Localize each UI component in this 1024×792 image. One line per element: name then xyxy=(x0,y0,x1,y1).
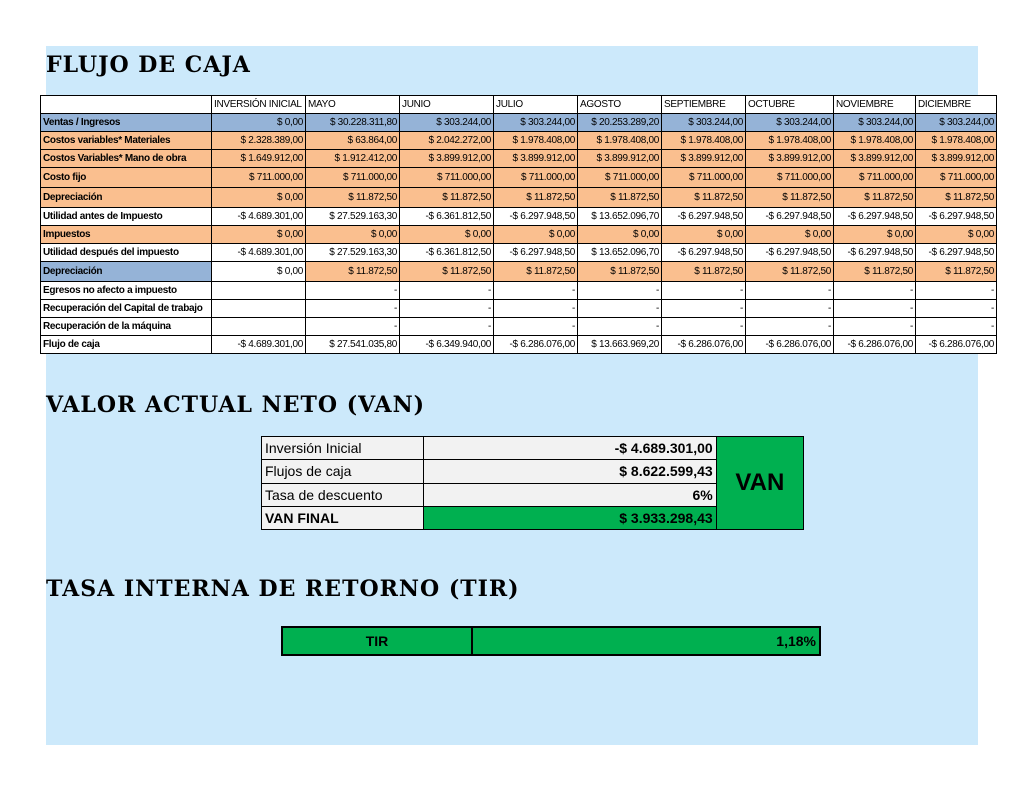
cell-value: -$ 6.349.940,00 xyxy=(400,336,494,354)
cell-value: $ 303.244,00 xyxy=(400,114,494,132)
cell-value: -$ 6.286.076,00 xyxy=(916,336,997,354)
cell-value: -$ 6.297.948,50 xyxy=(834,244,916,262)
cell-value: - xyxy=(746,282,834,300)
cell-value: -$ 6.297.948,50 xyxy=(662,208,746,226)
cell-value: $ 711.000,00 xyxy=(916,168,997,188)
cell-value: $ 0,00 xyxy=(400,226,494,244)
cell-value: $ 711.000,00 xyxy=(306,168,400,188)
row-label: Egresos no afecto a impuesto xyxy=(41,282,212,300)
cell-value: $ 11.872,50 xyxy=(662,188,746,208)
cell-value: - xyxy=(494,282,578,300)
cell-value: $ 303.244,00 xyxy=(746,114,834,132)
cell-value: $ 11.872,50 xyxy=(662,262,746,282)
tir-row xyxy=(282,627,820,655)
cell-value: - xyxy=(834,282,916,300)
row-label: Recuperación del Capital de trabajo xyxy=(41,300,212,318)
cell-value: $ 0,00 xyxy=(834,226,916,244)
cell-value xyxy=(212,318,306,336)
cell-value: - xyxy=(306,282,400,300)
row-costo-fijo xyxy=(41,168,997,188)
cell-value: -$ 6.297.948,50 xyxy=(494,244,578,262)
cell-value: $ 13.652.096,70 xyxy=(578,244,662,262)
cell-value: - xyxy=(916,282,997,300)
cell-value: - xyxy=(746,318,834,336)
cell-value: $ 27.529.163,30 xyxy=(306,208,400,226)
cell-value: $ 1.978.408,00 xyxy=(662,132,746,150)
cell-value: $ 1.978.408,00 xyxy=(834,132,916,150)
header-cell-mayo: MAYO xyxy=(306,96,400,114)
cell-value: -$ 6.297.948,50 xyxy=(916,208,997,226)
cell-value: - xyxy=(578,282,662,300)
cell-value: - xyxy=(662,318,746,336)
cell-value: -$ 6.297.948,50 xyxy=(746,208,834,226)
cell-value: - xyxy=(400,300,494,318)
row-label: Ventas / Ingresos xyxy=(41,114,212,132)
cell-value: $ 2.042.272,00 xyxy=(400,132,494,150)
cell-value: $ 711.000,00 xyxy=(212,168,306,188)
cell-value: $ 3.899.912,00 xyxy=(916,150,997,168)
cell-value: $ 711.000,00 xyxy=(400,168,494,188)
cell-value: $ 0,00 xyxy=(494,226,578,244)
cell-value: - xyxy=(400,282,494,300)
cell-value: $ 3.899.912,00 xyxy=(834,150,916,168)
header-cell-inversion: INVERSIÓN INICIAL xyxy=(212,96,306,114)
cell-value: $ 711.000,00 xyxy=(578,168,662,188)
header-cell-diciembre: DICIEMBRE xyxy=(916,96,997,114)
row-label: Utilidad antes de Impuesto xyxy=(41,208,212,226)
cell-value: -$ 4.689.301,00 xyxy=(212,244,306,262)
cell-value: $ 27.529.163,30 xyxy=(306,244,400,262)
row-costos-mano-obra xyxy=(41,150,997,168)
cell-value: $ 303.244,00 xyxy=(662,114,746,132)
cell-value: $ 0,00 xyxy=(916,226,997,244)
row-flujo-caja xyxy=(41,336,997,354)
cell-value: -$ 6.286.076,00 xyxy=(746,336,834,354)
van-label: Inversión Inicial xyxy=(262,437,424,460)
header-cell-agosto: AGOSTO xyxy=(578,96,662,114)
cell-value: $ 63.864,00 xyxy=(306,132,400,150)
cell-value: - xyxy=(306,300,400,318)
cell-value: $ 1.649.912,00 xyxy=(212,150,306,168)
van-badge: VAN xyxy=(716,437,803,530)
cell-value: $ 11.872,50 xyxy=(834,188,916,208)
cell-value: $ 303.244,00 xyxy=(916,114,997,132)
header-cell-junio: JUNIO xyxy=(400,96,494,114)
cell-value: - xyxy=(494,318,578,336)
cell-value: $ 11.872,50 xyxy=(578,262,662,282)
row-utilidad-antes xyxy=(41,208,997,226)
row-label: Flujo de caja xyxy=(41,336,212,354)
row-costos-materiales xyxy=(41,132,997,150)
cell-value: $ 1.978.408,00 xyxy=(578,132,662,150)
cell-value: -$ 6.361.812,50 xyxy=(400,208,494,226)
cell-value: $ 20.253.289,20 xyxy=(578,114,662,132)
cell-value: $ 1.912.412,00 xyxy=(306,150,400,168)
cashflow-header-row xyxy=(41,96,997,114)
cell-value: $ 11.872,50 xyxy=(494,262,578,282)
cell-value: $ 303.244,00 xyxy=(494,114,578,132)
cell-value: $ 1.978.408,00 xyxy=(494,132,578,150)
van-label: Tasa de descuento xyxy=(262,483,424,506)
cell-value: $ 3.899.912,00 xyxy=(494,150,578,168)
cell-value: $ 0,00 xyxy=(746,226,834,244)
cell-value: $ 11.872,50 xyxy=(306,188,400,208)
cashflow-title: FLUJO DE CAJA xyxy=(46,52,251,78)
row-utilidad-despues xyxy=(41,244,997,262)
row-depreciacion-add xyxy=(41,262,997,282)
cell-value: -$ 6.297.948,50 xyxy=(916,244,997,262)
header-cell-septiembre: SEPTIEMBRE xyxy=(662,96,746,114)
cell-value: $ 11.872,50 xyxy=(916,188,997,208)
cell-value: $ 3.899.912,00 xyxy=(578,150,662,168)
cell-value: $ 11.872,50 xyxy=(400,262,494,282)
tir-title: TASA INTERNA DE RETORNO (TIR) xyxy=(46,576,520,602)
cell-value xyxy=(212,282,306,300)
cell-value: - xyxy=(662,282,746,300)
cell-value: - xyxy=(834,318,916,336)
tir-label: TIR xyxy=(282,627,472,655)
tir-table xyxy=(281,626,821,656)
header-cell-octubre: OCTUBRE xyxy=(746,96,834,114)
cell-value: $ 1.978.408,00 xyxy=(916,132,997,150)
cell-value: -$ 6.297.948,50 xyxy=(746,244,834,262)
cell-value: $ 0,00 xyxy=(578,226,662,244)
row-label: Utilidad después del impuesto xyxy=(41,244,212,262)
cell-value: - xyxy=(578,300,662,318)
cell-value: -$ 6.286.076,00 xyxy=(834,336,916,354)
header-cell-julio: JULIO xyxy=(494,96,578,114)
cell-value: $ 0,00 xyxy=(212,188,306,208)
row-recuperacion-capital xyxy=(41,300,997,318)
cell-value: $ 11.872,50 xyxy=(746,188,834,208)
van-value: 6% xyxy=(423,483,716,506)
cell-value: - xyxy=(916,300,997,318)
cell-value: $ 11.872,50 xyxy=(578,188,662,208)
van-label: Flujos de caja xyxy=(262,460,424,483)
van-table xyxy=(261,436,804,530)
cell-value: $ 30.228.311,80 xyxy=(306,114,400,132)
cell-value: $ 0,00 xyxy=(212,226,306,244)
row-impuestos xyxy=(41,226,997,244)
cell-value: -$ 6.297.948,50 xyxy=(662,244,746,262)
cell-value: $ 711.000,00 xyxy=(494,168,578,188)
van-label: VAN FINAL xyxy=(262,506,424,529)
tir-value: 1,18% xyxy=(472,627,820,655)
cell-value: $ 27.541.035,80 xyxy=(306,336,400,354)
header-cell-empty xyxy=(41,96,212,114)
cell-value: -$ 6.361.812,50 xyxy=(400,244,494,262)
cell-value: $ 303.244,00 xyxy=(834,114,916,132)
cell-value: $ 2.328.389,00 xyxy=(212,132,306,150)
row-label: Depreciación xyxy=(41,188,212,208)
cell-value: $ 11.872,50 xyxy=(916,262,997,282)
cell-value: $ 711.000,00 xyxy=(662,168,746,188)
row-egresos xyxy=(41,282,997,300)
cell-value: -$ 4.689.301,00 xyxy=(212,208,306,226)
cell-value: $ 1.978.408,00 xyxy=(746,132,834,150)
cell-value: $ 3.899.912,00 xyxy=(662,150,746,168)
cell-value: - xyxy=(916,318,997,336)
cell-value: - xyxy=(494,300,578,318)
cell-value: - xyxy=(400,318,494,336)
cell-value: $ 711.000,00 xyxy=(834,168,916,188)
row-label: Impuestos xyxy=(41,226,212,244)
van-value: $ 3.933.298,43 xyxy=(423,506,716,529)
cell-value: $ 11.872,50 xyxy=(306,262,400,282)
cell-value: - xyxy=(746,300,834,318)
cell-value: $ 13.652.096,70 xyxy=(578,208,662,226)
cell-value: - xyxy=(662,300,746,318)
cashflow-table xyxy=(40,95,997,354)
cell-value: $ 13.663.969,20 xyxy=(578,336,662,354)
row-recuperacion-maquina xyxy=(41,318,997,336)
van-title: VALOR ACTUAL NETO (VAN) xyxy=(46,392,426,418)
cell-value: -$ 6.297.948,50 xyxy=(834,208,916,226)
cell-value: -$ 6.286.076,00 xyxy=(494,336,578,354)
cell-value: $ 0,00 xyxy=(306,226,400,244)
cell-value: $ 11.872,50 xyxy=(400,188,494,208)
cell-value: $ 0,00 xyxy=(212,114,306,132)
cell-value: - xyxy=(578,318,662,336)
cell-value: -$ 6.297.948,50 xyxy=(494,208,578,226)
row-ventas xyxy=(41,114,997,132)
van-row-inversion xyxy=(262,437,804,460)
cell-value: -$ 4.689.301,00 xyxy=(212,336,306,354)
cell-value: $ 3.899.912,00 xyxy=(746,150,834,168)
row-label: Depreciación xyxy=(41,262,212,282)
cell-value xyxy=(212,300,306,318)
row-depreciacion xyxy=(41,188,997,208)
van-value: $ 8.622.599,43 xyxy=(423,460,716,483)
cell-value: $ 0,00 xyxy=(212,262,306,282)
cell-value: - xyxy=(306,318,400,336)
cell-value: - xyxy=(834,300,916,318)
row-label: Costos variables* Materiales xyxy=(41,132,212,150)
row-label: Recuperación de la máquina xyxy=(41,318,212,336)
van-value: -$ 4.689.301,00 xyxy=(423,437,716,460)
cell-value: $ 711.000,00 xyxy=(746,168,834,188)
cell-value: $ 11.872,50 xyxy=(834,262,916,282)
row-label: Costos Variables* Mano de obra xyxy=(41,150,212,168)
cell-value: $ 3.899.912,00 xyxy=(400,150,494,168)
cell-value: $ 11.872,50 xyxy=(746,262,834,282)
header-cell-noviembre: NOVIEMBRE xyxy=(834,96,916,114)
row-label: Costo fijo xyxy=(41,168,212,188)
cell-value: $ 0,00 xyxy=(662,226,746,244)
cell-value: -$ 6.286.076,00 xyxy=(662,336,746,354)
cell-value: $ 11.872,50 xyxy=(494,188,578,208)
